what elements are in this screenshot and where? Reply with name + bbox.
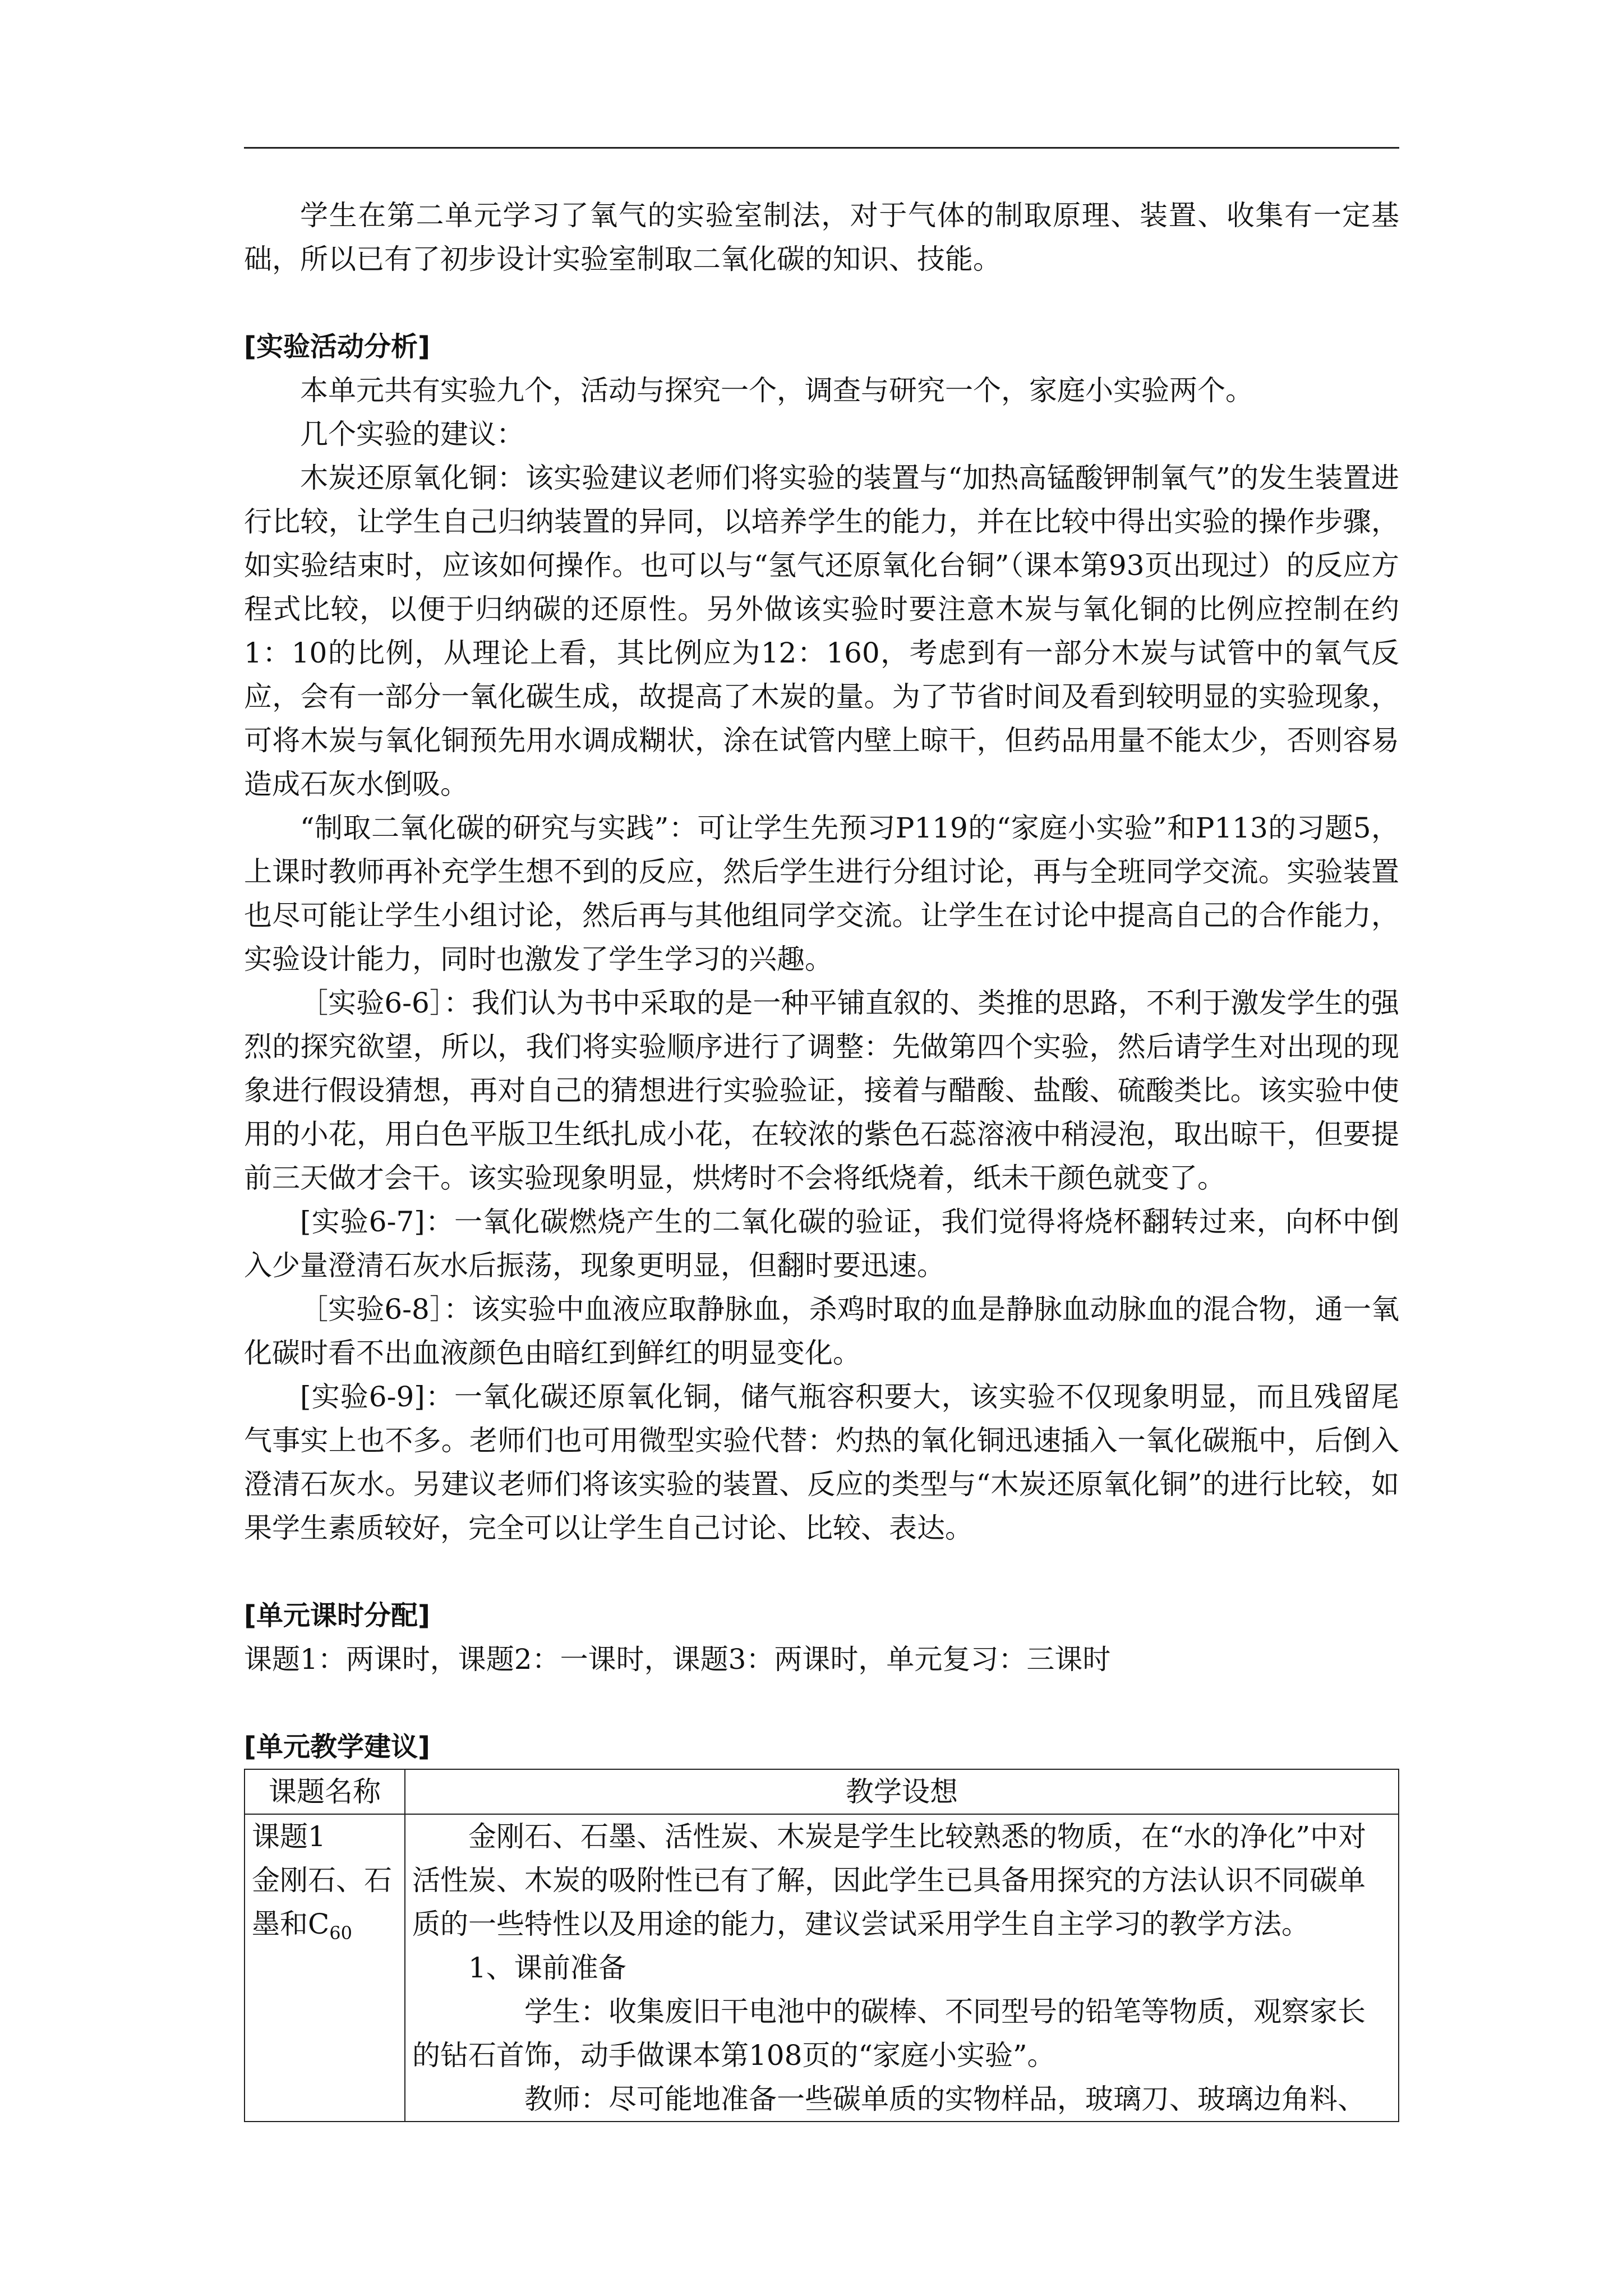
spacer [244, 1550, 1399, 1594]
topic-line: 课题1 [252, 1820, 326, 1853]
section-heading-teaching-suggestions: [单元教学建议] [244, 1731, 430, 1763]
paragraph: [实验6-9]：一氧化碳还原氧化铜，储气瓶容积要大，该实验不仅现象明显，而且残留尾气事实上也不多。老师们也可用微型实验代替：灼热的氧化铜迅速插入一氧化碳瓶中，后倒入澄清石灰水。另建议老师们将该实验的装置、反应的类型与“木炭还原氧化铜”的进行比较，如果学生素质较好，完全可以让学生自己讨论、比较、表达。 [244, 1381, 1399, 1544]
design-subheading: 1、课前准备 [468, 1952, 626, 1984]
page-content [244, 194, 1399, 2122]
table-row [245, 1814, 1399, 2122]
section-heading-experiment-analysis: [实验活动分析] [244, 331, 430, 362]
topic-line-text: 墨和C [252, 1908, 330, 1940]
column-header-topic: 课题名称 [245, 1769, 405, 1814]
design-paragraph: 教师：尽可能地准备一些碳单质的实物样品，玻璃刀、玻璃边角料、 [524, 2083, 1366, 2115]
topic-line: 金刚石、石 [252, 1864, 392, 1897]
spacer [244, 1681, 1399, 1725]
design-cell [405, 1814, 1399, 2122]
paragraph: “制取二氧化碳的研究与实践”：可让学生先预习P119的“家庭小实验”和P113的习题5，上课时教师再补充学生想不到的反应，然后学生进行分组讨论，再与全班同学交流。实验装置也尽可能让学生小组讨论，然后再与其他组同学交流。让学生在讨论中提高自己的合作能力，实验设计能力，同时也激发了学生学习的兴趣。 [244, 812, 1399, 976]
spacer [244, 281, 1399, 325]
topic-line [252, 1902, 398, 1955]
design-paragraph: 学生：收集废旧干电池中的碳棒、不同型号的铅笔等物质，观察家长的钻石首饰，动手做课本第108页的“家庭小实验”。 [412, 1995, 1366, 2072]
teaching-plan-table [244, 1769, 1399, 2122]
subscript: 60 [329, 1922, 352, 1944]
paragraph: ［实验6-8］：该实验中血液应取静脉血，杀鸡时取的血是静脉血动脉血的混合物，通一氧化碳时看不出血液颜色由暗红到鲜红的明显变化。 [244, 1293, 1399, 1369]
paragraph: 本单元共有实验九个，活动与探究一个，调查与研究一个，家庭小实验两个。 [300, 374, 1253, 407]
header-rule [244, 147, 1399, 149]
column-header-design: 教学设想 [405, 1769, 1399, 1814]
table-header-row [245, 1769, 1399, 1814]
topic-name-cell [245, 1814, 405, 2122]
intro-paragraph: 学生在第二单元学习了氧气的实验室制法，对于气体的制取原理、装置、收集有一定基础，所以已有了初步设计实验室制取二氧化碳的知识、技能。 [244, 199, 1399, 275]
lesson-allocation-text: 课题1：两课时，课题2：一课时，课题3：两课时，单元复习：三课时 [244, 1643, 1111, 1676]
paragraph: [实验6-7]：一氧化碳燃烧产生的二氧化碳的验证，我们觉得将烧杯翻转过来，向杯中倒入少量澄清石灰水后振荡，现象更明显，但翻时要迅速。 [244, 1205, 1399, 1282]
design-paragraph: 金刚石、石墨、活性炭、木炭是学生比较熟悉的物质，在“水的净化”中对活性炭、木炭的吸附性已有了解，因此学生已具备用探究的方法认识不同碳单质的一些特性以及用途的能力，建议尝试采用学生自主学习的教学方法。 [412, 1820, 1367, 1940]
paragraph: ［实验6-6］：我们认为书中采取的是一种平铺直叙的、类推的思路，不利于激发学生的强烈的探究欲望，所以，我们将实验顺序进行了调整：先做第四个实验，然后请学生对出现的现象进行假设猜想，再对自己的猜想进行实验验证，接着与醋酸、盐酸、硫酸类比。该实验中使用的小花，用白色平版卫生纸扎成小花，在较浓的紫色石蕊溶液中稍浸泡，取出晾干，但要提前三天做才会干。该实验现象明显，烘烤时不会将纸烧着，纸未干颜色就变了。 [244, 987, 1399, 1194]
section-heading-lesson-allocation: [单元课时分配] [244, 1600, 430, 1631]
paragraph: 木炭还原氧化铜：该实验建议老师们将实验的装置与“加热高锰酸钾制氧气”的发生装置进行比较，让学生自己归纳装置的异同，以培养学生的能力，并在比较中得出实验的操作步骤，如实验结束时，应该如何操作。也可以与“氢气还原氧化台铜”（课本第93页出现过）的反应方程式比较，以便于归纳碳的还原性。另外做该实验时要注意木炭与氧化铜的比例应控制在约1：10的比例，从理论上看，其比例应为12：160，考虑到有一部分木炭与试管中的氧气反应，会有一部分一氧化碳生成，故提高了木炭的量。为了节省时间及看到较明显的实验现象，可将木炭与氧化铜预先用水调成糊状，涂在试管内壁上晾干，但药品用量不能太少，否则容易造成石灰水倒吸。 [244, 462, 1399, 800]
paragraph: 几个实验的建议： [300, 418, 524, 450]
